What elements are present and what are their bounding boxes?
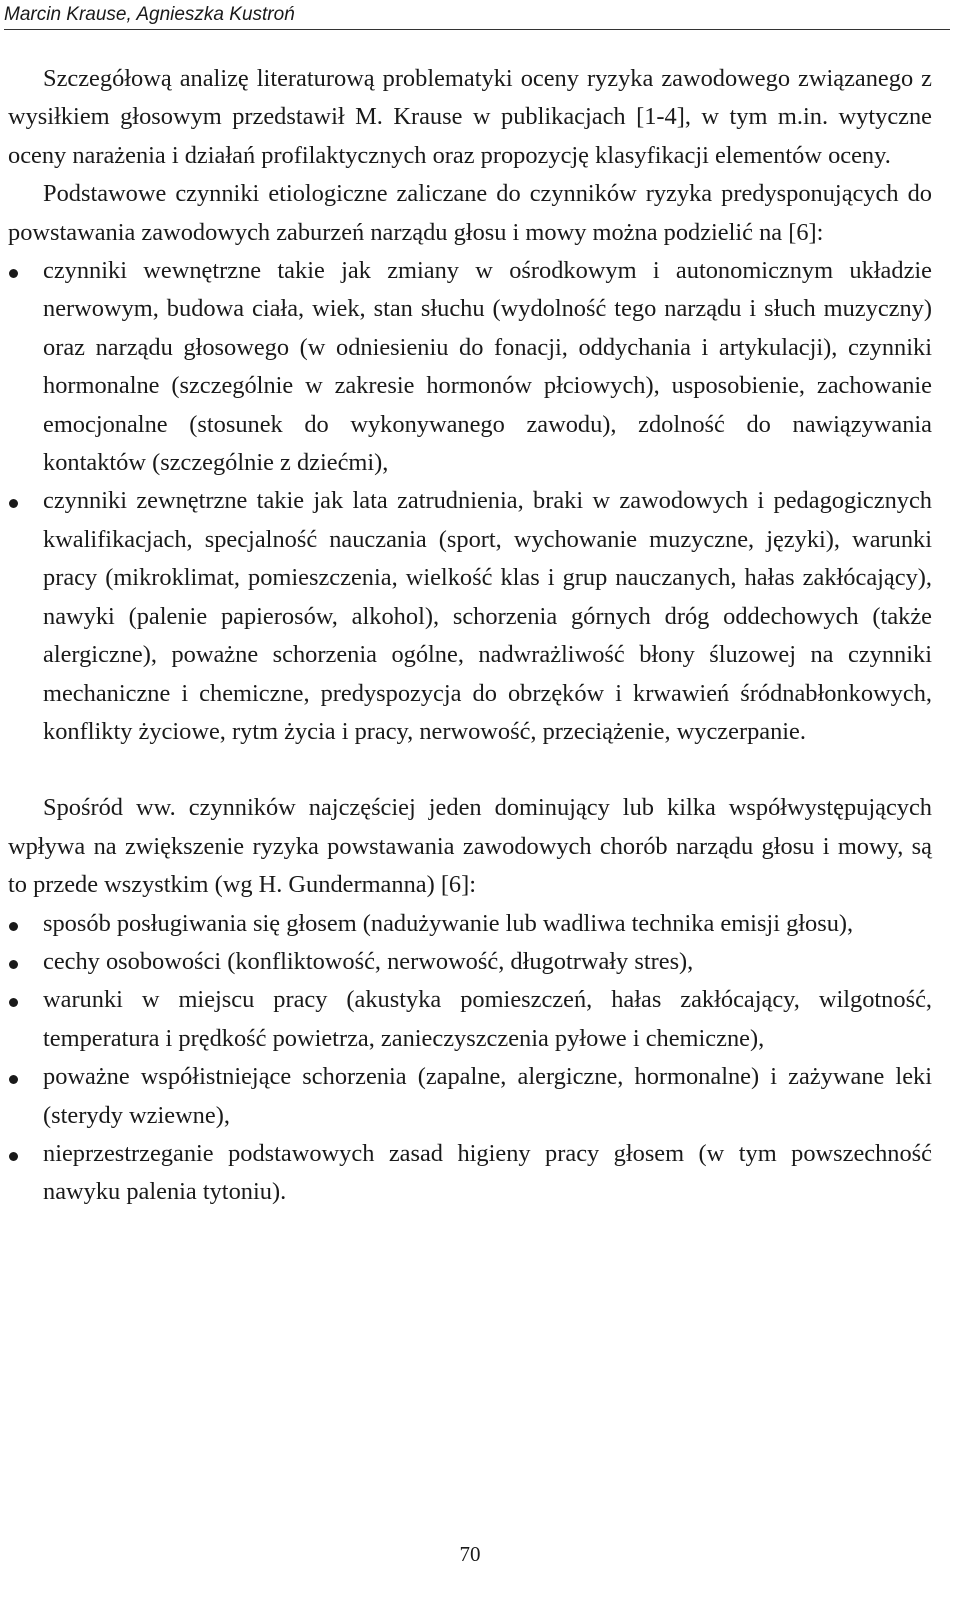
risk-list bbox=[8, 905, 932, 1212]
factor-list bbox=[8, 252, 932, 751]
bullet-icon bbox=[9, 922, 18, 931]
list-item bbox=[8, 252, 932, 482]
list-item bbox=[8, 981, 932, 1058]
bullet-icon bbox=[9, 1152, 18, 1161]
list-item bbox=[8, 482, 932, 751]
bullet-icon bbox=[9, 1075, 18, 1084]
bullet-icon bbox=[9, 998, 18, 1007]
bullet-icon bbox=[9, 960, 18, 969]
list-item-text: poważne współistniejące schorzenia (zapalne, alergiczne, hormonalne) i zażywane leki (sterydy wziewne), bbox=[43, 1063, 932, 1129]
running-header bbox=[4, 2, 950, 30]
page-body bbox=[8, 60, 932, 1212]
page-footer bbox=[0, 1540, 940, 1568]
paragraph-dominant-factors: Spośród ww. czynników najczęściej jeden dominujący lub kilka współwystępujących wpływa na zwiększenie ryzyka powstawania zawodowych chorób narządu głosu i mowy, są to przede wszystkim (wg H. Gundermanna) [6]: bbox=[8, 794, 932, 899]
bullet-icon bbox=[9, 499, 18, 508]
list-item bbox=[8, 943, 932, 981]
bullet-icon bbox=[9, 269, 18, 278]
paragraph-etiological-factors: Podstawowe czynniki etiologiczne zaliczane do czynników ryzyka predysponujących do powstawania zawodowych zaburzeń narządu głosu i mowy można podzielić na [6]: bbox=[8, 180, 932, 246]
list-item-text: nieprzestrzeganie podstawowych zasad higieny pracy głosem (w tym powszechność nawyku palenia tytoniu). bbox=[43, 1139, 932, 1206]
list-item bbox=[8, 905, 932, 943]
list-item-text: warunki w miejscu pracy (akustyka pomieszczeń, hałas zakłócający, wilgotność, temperatura i prędkość powietrza, zanieczyszczenia pyłowe i chemiczne), bbox=[43, 986, 932, 1052]
list-item bbox=[8, 1135, 932, 1212]
list-item bbox=[8, 1058, 932, 1135]
list-item-text: sposób posługiwania się głosem (nadużywanie lub wadliwa technika emisji głosu), bbox=[43, 909, 854, 937]
list-item-text: cechy osobowości (konfliktowość, nerwowość, długotrwały stres), bbox=[43, 947, 694, 975]
page-number: 70 bbox=[459, 1542, 481, 1566]
list-item-text: czynniki zewnętrzne takie jak lata zatrudnienia, braki w zawodowych i pedagogicznych kwalifikacjach, specjalność nauczania (sport, wychowanie muzyczne, języki), warunki pracy (mikroklimat, pomieszczenia, wielkość klas i grup nauczanych, hałas zakłócający), nawyki (palenie papierosów, alkohol), schorzenia górnych dróg oddechowych (także alergiczne), poważne schorzenia ogólne, nadwrażliwość błony śluzowej na czynniki mechaniczne i chemiczne, predyspozycja do obrzęków i krwawień śródnabłonkowych, konflikty życiowe, rytm życia i pracy, nerwowość, przeciążenie, wyczerpanie. bbox=[43, 487, 932, 745]
paragraph-literature-review: Szczegółową analizę literaturową problematyki oceny ryzyka zawodowego związanego z wysiłkiem głosowym przedstawił M. Krause w publikacjach [1-4], w tym m.in. wytyczne oceny narażenia i działań profilaktycznych oraz propozycję klasyfikacji elementów oceny. bbox=[8, 65, 932, 169]
header-authors: Marcin Krause, Agnieszka Kustroń bbox=[4, 4, 295, 25]
list-item-text: czynniki wewnętrzne takie jak zmiany w ośrodkowym i autonomicznym układzie nerwowym, budowa ciała, wiek, stan słuchu (wydolność tego narządu i słuch muzyczny) oraz narządu głosowego (w odniesieniu do fonacji, oddychania i artykulacji), czynniki hormonalne (szczególnie w zakresie hormonów płciowych), usposobienie, zachowanie emocjonalne (stosunek do wykonywanego zawodu), zdolność do nawiązywania kontaktów (szczególnie z dziećmi), bbox=[43, 257, 932, 477]
